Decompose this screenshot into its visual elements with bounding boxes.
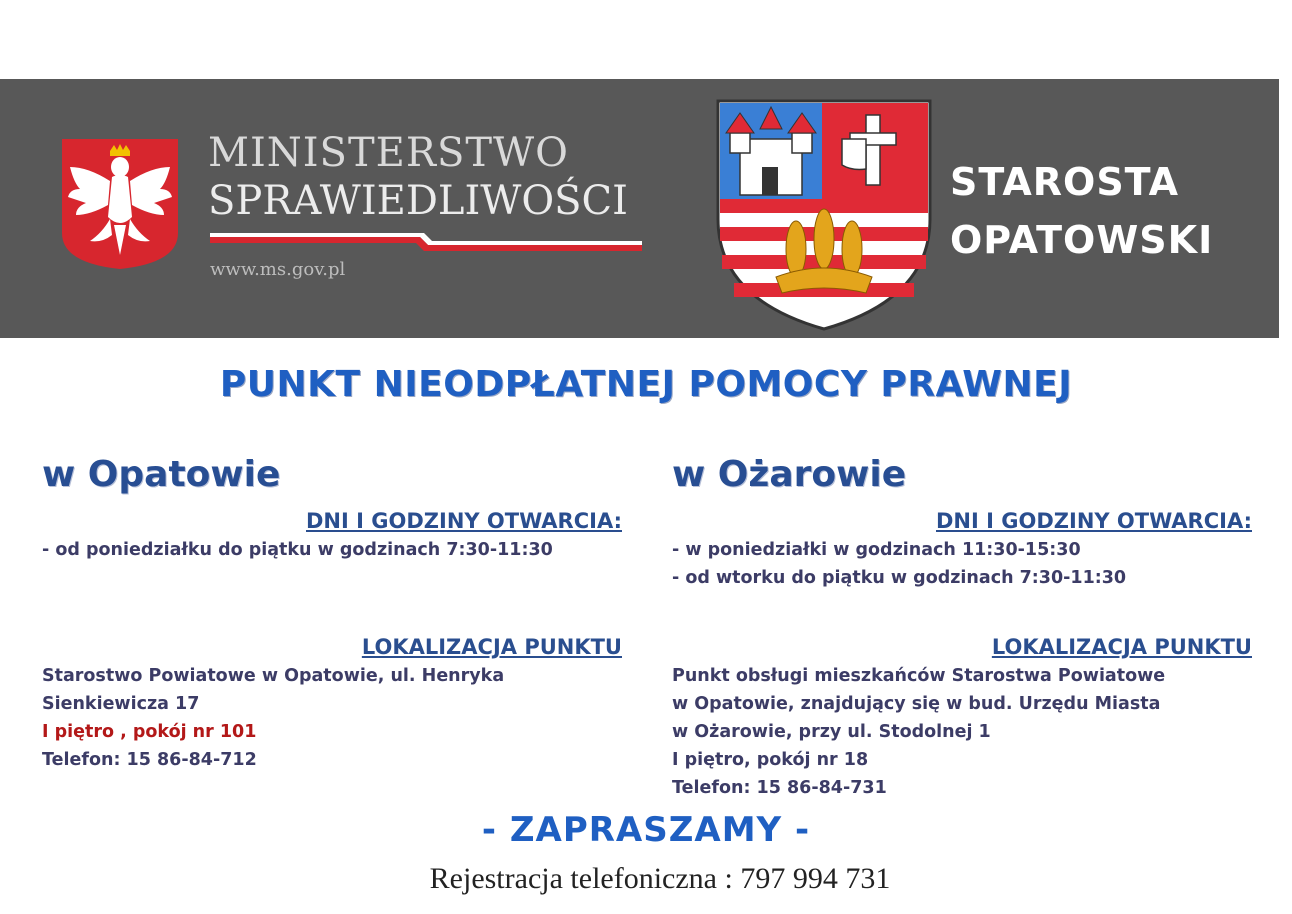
page-title: PUNKT NIEODPŁATNEJ POMOCY PRAWNEJ — [219, 364, 1073, 405]
hours-heading: DNI I GODZINY OTWARCIA: — [306, 509, 622, 533]
location-line: w Opatowie, znajdujący się w bud. Urzędu Miasta — [672, 694, 1161, 714]
location-heading: LOKALIZACJA PUNKTU — [361, 635, 622, 659]
location-phone: Telefon: 15 86-84-731 — [672, 778, 887, 798]
flag-stripe-decoration — [210, 229, 642, 255]
location-line: Sienkiewicza 17 — [42, 694, 200, 714]
hours-line: - od wtorku do piątku w godzinach 7:30-11:30 — [672, 568, 1127, 588]
polish-eagle-emblem-icon — [60, 137, 180, 271]
city-heading-opatow: w Opatowie — [42, 454, 281, 495]
ozarow-section — [672, 452, 1252, 802]
ministry-url: www.ms.gov.pl — [210, 259, 346, 280]
starosta-line1: STAROSTA — [950, 160, 1180, 204]
registration-phone: Rejestracja telefoniczna : 797 994 731 — [429, 862, 891, 895]
ministry-name-line1: MINISTERSTWO — [208, 130, 569, 176]
county-coat-of-arms-icon — [716, 99, 932, 331]
location-phone: Telefon: 15 86-84-712 — [42, 750, 257, 770]
hours-line: - w poniedziałki w godzinach 11:30-15:30 — [672, 540, 1081, 560]
invitation-text: - ZAPRASZAMY - — [481, 810, 811, 850]
hours-line: - od poniedziałku do piątku w godzinach 7:30-11:30 — [42, 540, 553, 560]
city-heading-ozarow: w Ożarowie — [672, 454, 907, 495]
location-line: Punkt obsługi mieszkańców Starostwa Powiatowe — [672, 666, 1166, 686]
starosta-line2: OPATOWSKI — [950, 218, 1214, 262]
opatow-section — [42, 452, 622, 774]
starosta-logo-block — [706, 79, 1279, 338]
header-banner — [0, 79, 1279, 338]
ministry-logo-block — [0, 79, 706, 338]
location-line: w Ożarowie, przy ul. Stodolnej 1 — [672, 722, 991, 742]
location-line: Starostwo Powiatowe w Opatowie, ul. Henryka — [42, 666, 505, 686]
ministry-name-line2: SPRAWIEDLIWOŚCI — [208, 178, 628, 224]
location-floor-room: I piętro , pokój nr 101 — [42, 722, 257, 742]
location-heading: LOKALIZACJA PUNKTU — [991, 635, 1252, 659]
starosta-title — [950, 153, 1213, 269]
hours-heading: DNI I GODZINY OTWARCIA: — [936, 509, 1252, 533]
location-floor-room: I piętro, pokój nr 18 — [672, 750, 869, 770]
